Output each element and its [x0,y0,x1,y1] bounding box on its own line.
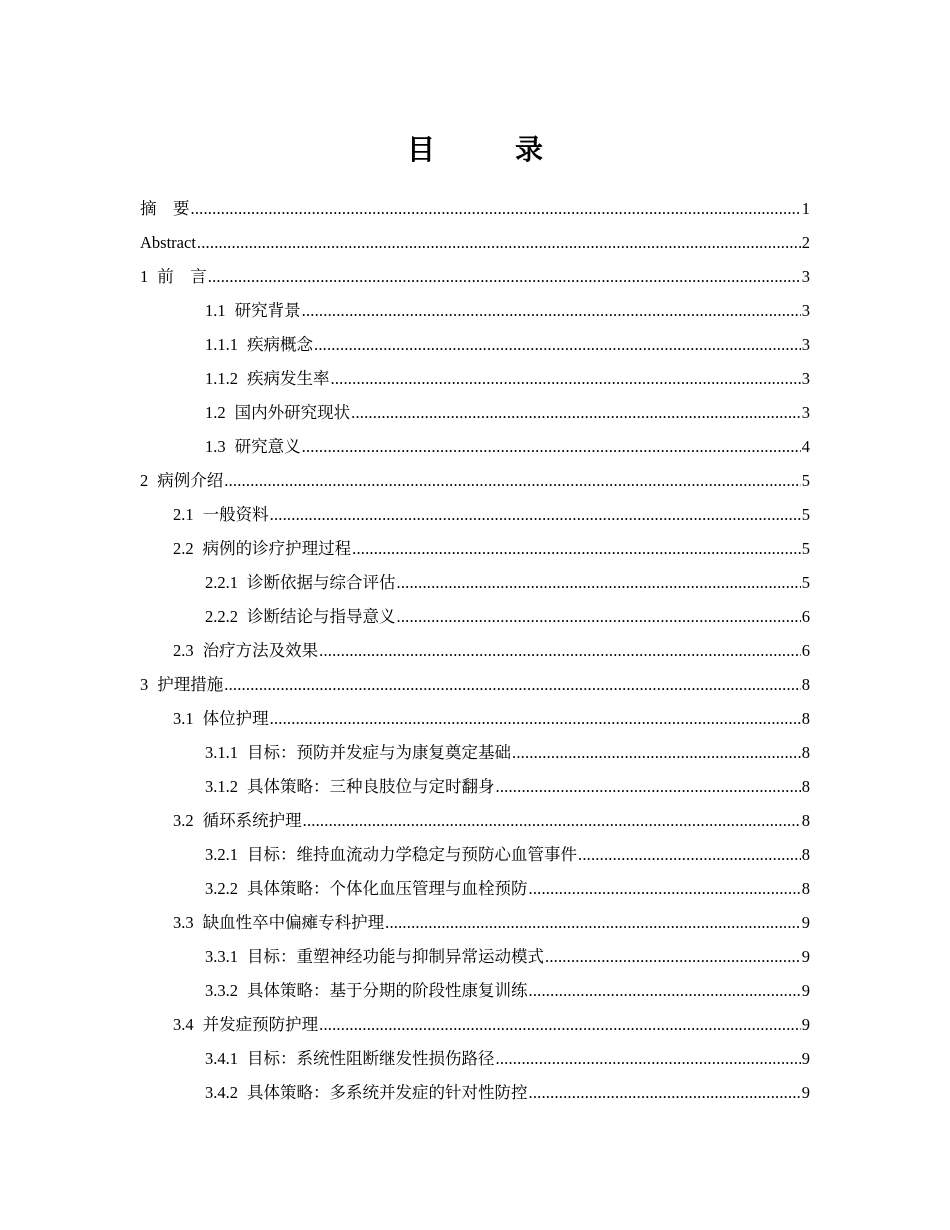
toc-entry-page-number: 2 [801,233,810,252]
toc-entry-page-number: 4 [801,437,810,456]
toc-entry[interactable] [140,328,810,362]
toc-entry-title: 治疗方法及效果 [202,641,319,660]
toc-entry-page-number: 8 [801,879,810,898]
toc-entry-title: 研究背景 [234,301,301,320]
toc-entry-title: 病例介绍 [157,471,224,490]
toc-entry-page-number: 3 [801,267,810,286]
toc-entry-title: 病例的诊疗护理过程 [202,539,352,558]
toc-entry-title: 国内外研究现状 [234,403,351,422]
toc-entry[interactable] [140,260,810,294]
toc-entry[interactable] [140,498,810,532]
toc-entry-number: 3.1.2 [205,777,238,796]
toc-entry-number: 1.1.1 [205,335,238,354]
toc-entry-title: 目标：维持血流动力学稳定与预防心血管事件 [247,845,577,864]
dot-leader [191,192,801,226]
toc-entry[interactable] [140,940,810,974]
toc-entry[interactable] [140,1076,810,1110]
toc-entry-title: 前 言 [157,267,207,286]
toc-entry-page-number: 6 [801,607,810,626]
dot-leader [303,804,801,838]
toc-entry-title: 具体策略：基于分期的阶段性康复训练 [247,981,528,1000]
toc-entry-title: 一般资料 [202,505,269,524]
toc-entry[interactable] [140,906,810,940]
toc-entry-number: 3.2.1 [205,845,238,864]
dot-leader [302,294,801,328]
toc-entry[interactable] [140,668,810,702]
toc-entry-page-number: 5 [801,539,810,558]
toc-entry[interactable] [140,396,810,430]
dot-leader [529,974,801,1008]
toc-entry-number: 1.1 [205,301,226,320]
toc-entry-page-number: 5 [801,573,810,592]
toc-entry-page-number: 8 [801,811,810,830]
toc-entry-page-number: 8 [801,845,810,864]
page-title: 目 录 [406,133,569,166]
toc-entry-number: 3.4 [173,1015,194,1034]
toc-entry-page-number: 8 [801,709,810,728]
dot-leader [496,770,801,804]
toc-entry-title: 缺血性卒中偏瘫专科护理 [202,913,385,932]
toc-entry[interactable] [140,872,810,906]
toc-entry[interactable] [140,702,810,736]
toc-entry-page-number: 9 [801,1049,810,1068]
dot-leader [331,362,801,396]
toc-entry-page-number: 9 [801,981,810,1000]
dot-leader [529,872,801,906]
dot-leader [351,396,801,430]
toc-entry[interactable] [140,838,810,872]
table-of-contents [140,192,810,1110]
toc-entry-number: 2 [140,471,149,490]
toc-entry-title: 研究意义 [234,437,301,456]
toc-entry[interactable] [140,1042,810,1076]
toc-entry-page-number: 1 [801,199,810,218]
toc-entry-number: 3.3.2 [205,981,238,1000]
toc-entry-number: 2.2.2 [205,607,238,626]
toc-entry[interactable] [140,430,810,464]
toc-entry-page-number: 9 [801,1015,810,1034]
toc-entry-number: 3.1 [173,709,194,728]
toc-entry-title: Abstract [140,233,196,252]
dot-leader [197,226,801,260]
dot-leader [496,1042,801,1076]
toc-entry-page-number: 9 [801,947,810,966]
toc-entry-title: 体位护理 [202,709,269,728]
toc-entry-page-number: 9 [801,1083,810,1102]
dot-leader [397,566,801,600]
toc-entry-number: 3.2.2 [205,879,238,898]
toc-entry-title: 具体策略：三种良肢位与定时翻身 [247,777,495,796]
dot-leader [545,940,801,974]
toc-entry[interactable] [140,634,810,668]
dot-leader [352,532,801,566]
toc-entry[interactable] [140,1008,810,1042]
dot-leader [385,906,801,940]
dot-leader [208,260,801,294]
toc-entry-title: 具体策略：多系统并发症的针对性防控 [247,1083,528,1102]
toc-entry-number: 1 [140,267,149,286]
toc-entry-number: 1.1.2 [205,369,238,388]
toc-entry[interactable] [140,532,810,566]
toc-entry[interactable] [140,600,810,634]
toc-entry-title: 疾病发生率 [247,369,330,388]
toc-entry[interactable] [140,974,810,1008]
toc-entry-title: 并发症预防护理 [202,1015,319,1034]
toc-entry-number: 3.4.1 [205,1049,238,1068]
dot-leader [319,634,801,668]
toc-entry-page-number: 9 [801,913,810,932]
toc-entry-page-number: 8 [801,743,810,762]
toc-entry-title: 诊断依据与综合评估 [247,573,396,592]
toc-entry-page-number: 5 [801,471,810,490]
toc-entry-number: 3.2 [173,811,194,830]
dot-leader [270,702,801,736]
dot-leader [397,600,801,634]
toc-entry-number: 2.2 [173,539,194,558]
toc-entry-title: 具体策略：个体化血压管理与血栓预防 [247,879,528,898]
toc-entry-number: 3.1.1 [205,743,238,762]
toc-entry[interactable] [140,192,810,226]
dot-leader [578,838,801,872]
toc-entry[interactable] [140,804,810,838]
toc-entry-title: 诊断结论与指导意义 [247,607,396,626]
dot-leader [224,464,801,498]
toc-entry-title: 摘 要 [140,199,190,218]
toc-entry-title: 循环系统护理 [202,811,302,830]
toc-entry-title: 疾病概念 [247,335,313,354]
toc-entry-page-number: 5 [801,505,810,524]
dot-leader [529,1076,801,1110]
toc-entry[interactable] [140,566,810,600]
toc-entry-title: 目标：预防并发症与为康复奠定基础 [247,743,511,762]
toc-entry-number: 3.3 [173,913,194,932]
toc-entry-number: 3.3.1 [205,947,238,966]
toc-entry-title: 护理措施 [157,675,224,694]
toc-entry-page-number: 3 [801,335,810,354]
toc-entry-number: 3.4.2 [205,1083,238,1102]
toc-entry-number: 2.3 [173,641,194,660]
toc-entry-number: 3 [140,675,149,694]
toc-entry-title: 目标：系统性阻断继发性损伤路径 [247,1049,495,1068]
toc-entry-number: 1.2 [205,403,226,422]
dot-leader [319,1008,801,1042]
toc-entry-number: 1.3 [205,437,226,456]
toc-entry-page-number: 3 [801,301,810,320]
toc-entry-page-number: 3 [801,403,810,422]
toc-entry[interactable] [140,362,810,396]
dot-leader [302,430,801,464]
toc-entry[interactable] [140,464,810,498]
toc-entry-number: 2.2.1 [205,573,238,592]
dot-leader [314,328,801,362]
toc-entry[interactable] [140,736,810,770]
toc-entry[interactable] [140,226,810,260]
dot-leader [270,498,801,532]
dot-leader [512,736,801,770]
toc-entry-page-number: 6 [801,641,810,660]
toc-entry-page-number: 8 [801,675,810,694]
toc-entry[interactable] [140,770,810,804]
toc-entry-number: 2.1 [173,505,194,524]
toc-entry-page-number: 3 [801,369,810,388]
toc-entry-title: 目标：重塑神经功能与抑制异常运动模式 [247,947,544,966]
dot-leader [224,668,801,702]
toc-entry-page-number: 8 [801,777,810,796]
toc-entry[interactable] [140,294,810,328]
